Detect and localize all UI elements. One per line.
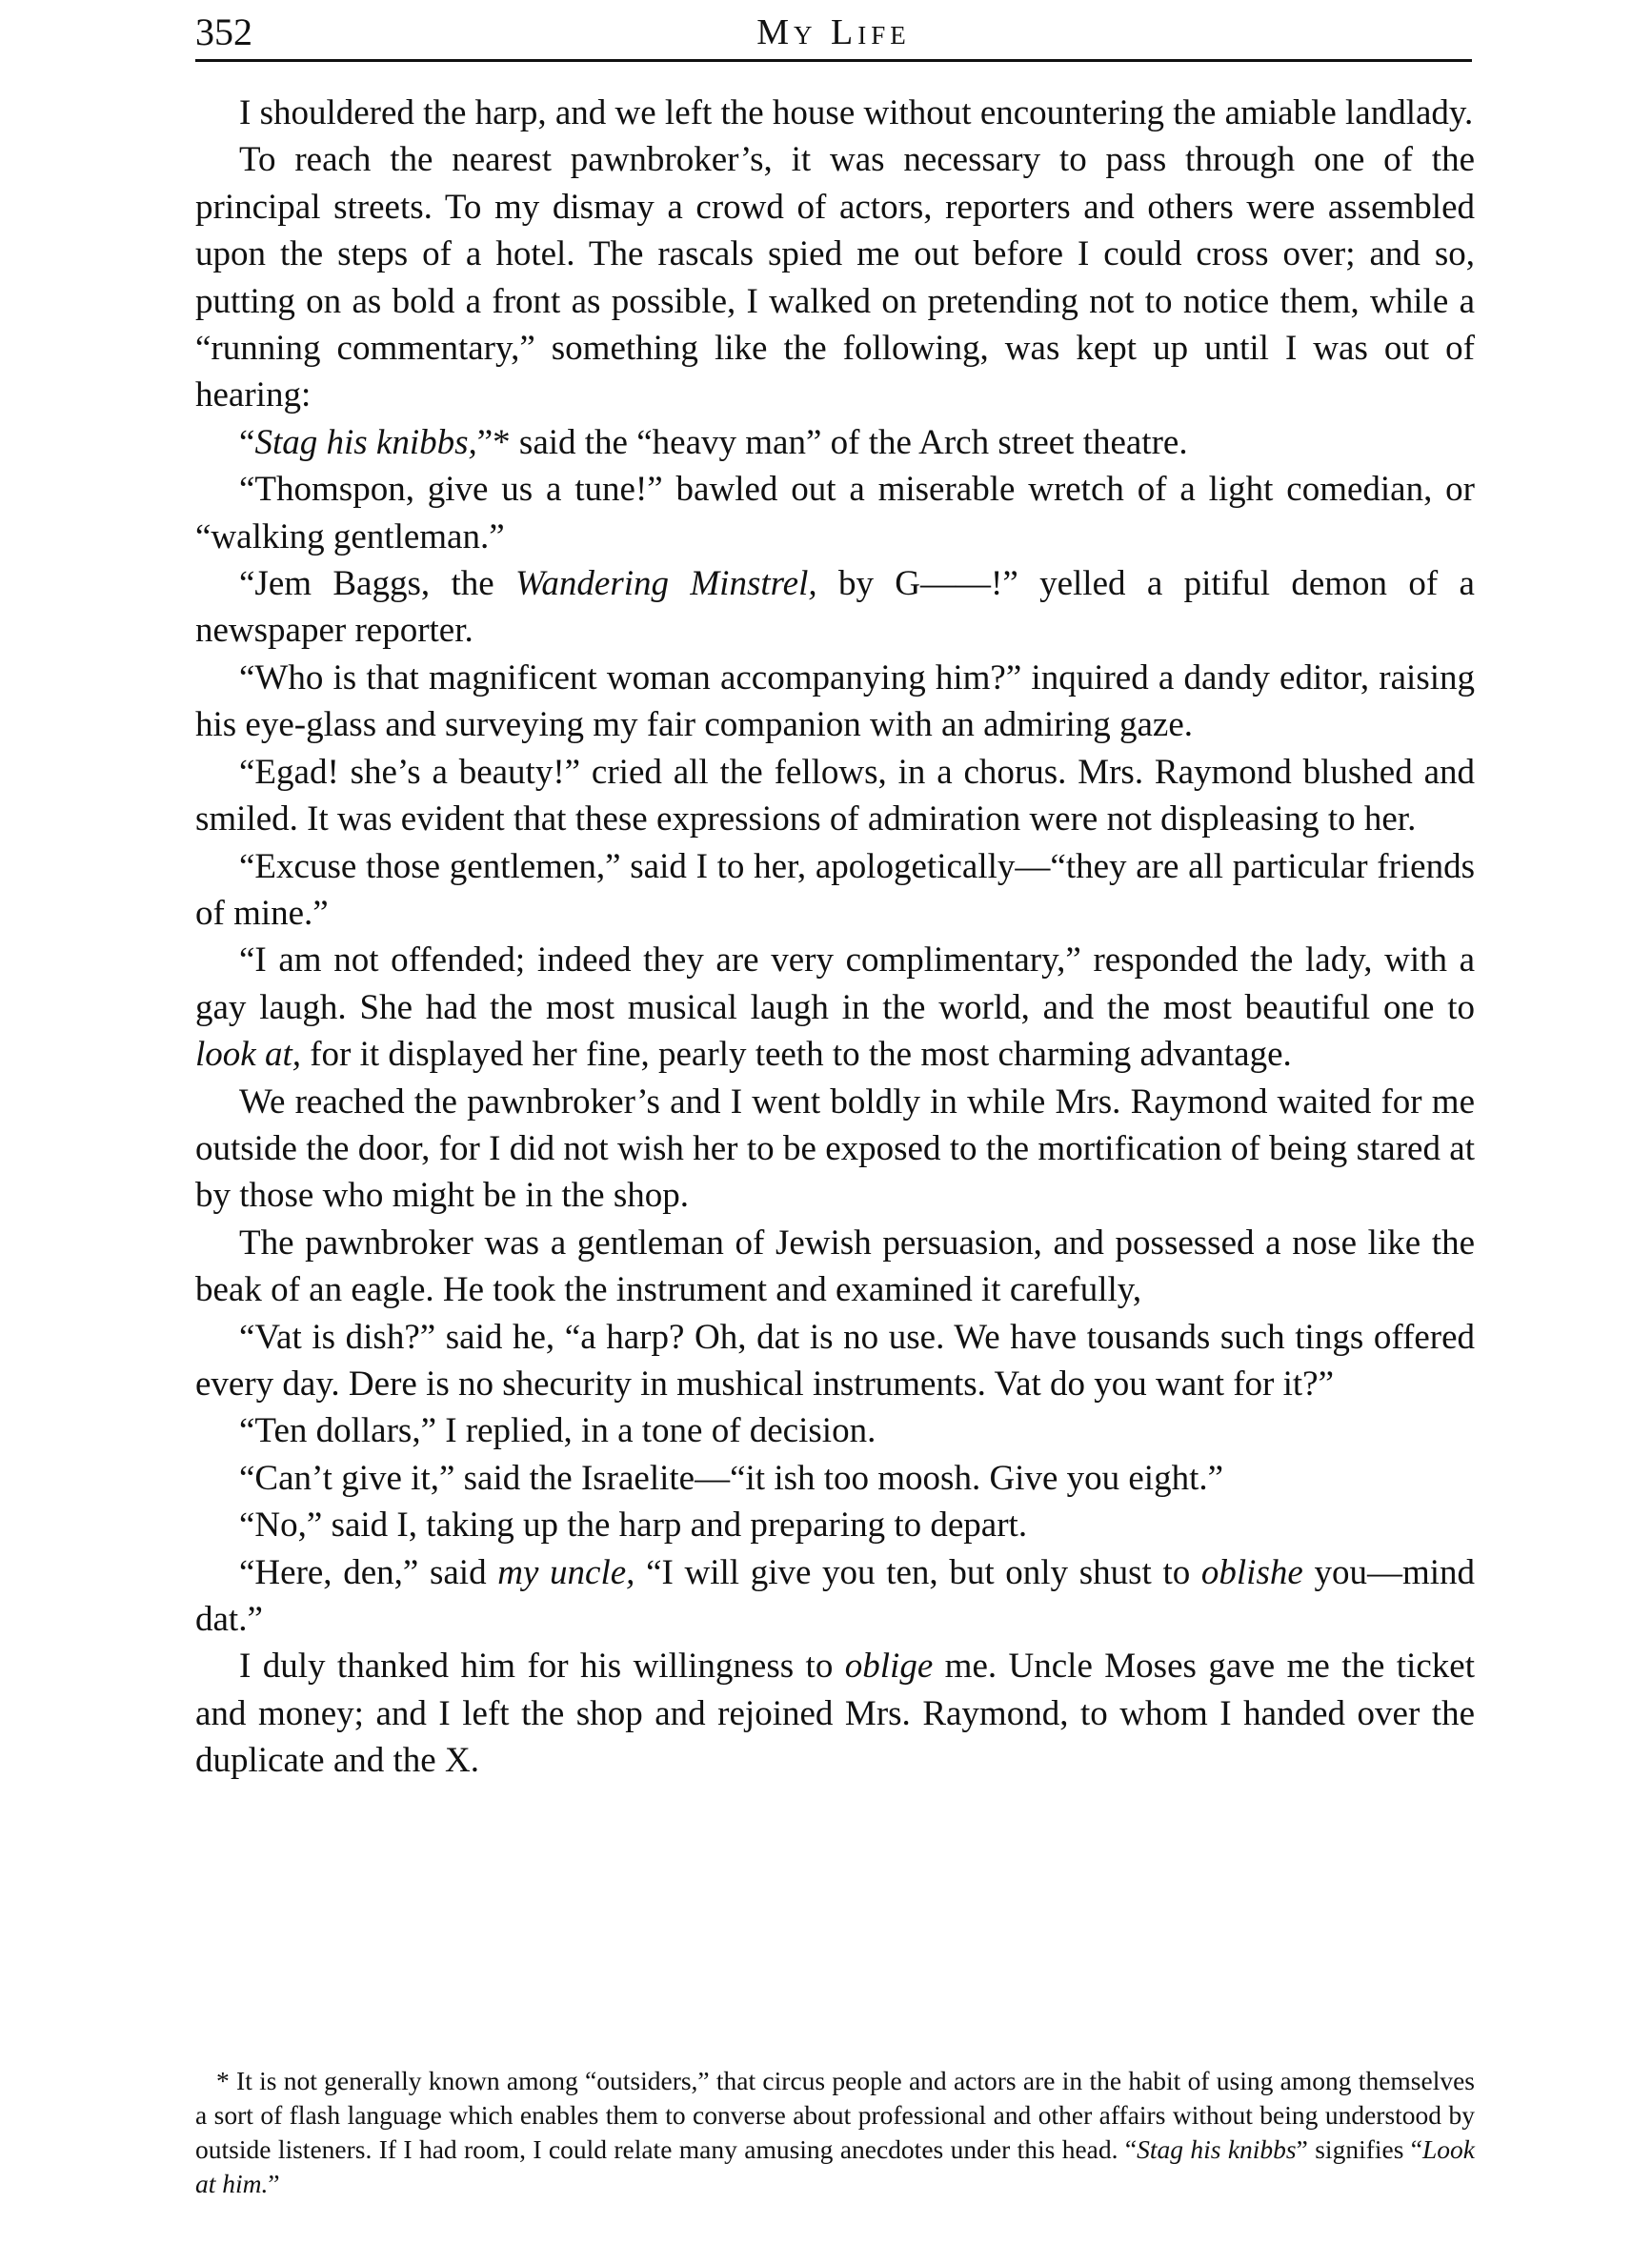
italic-text: my uncle, bbox=[497, 1552, 635, 1592]
page-header bbox=[195, 6, 1472, 62]
paragraph: “Here, den,” said my uncle, “I will give you ten, but only shust to oblishe you—mind dat.” bbox=[195, 1552, 1475, 1639]
paragraph: The pawnbroker was a gentleman of Jewish persuasion, and possessed a nose like the beak of an eagle. He took the instrument and examined it carefully, bbox=[195, 1223, 1475, 1310]
paragraph: “Stag his knibbs,”* said the “heavy man” of the Arch street theatre. bbox=[239, 422, 1188, 462]
paragraph: “Ten dollars,” I replied, in a tone of decision. bbox=[239, 1411, 876, 1451]
paragraph: We reached the pawnbroker’s and I went boldly in while Mrs. Raymond waited for me outside the door, for I did not wish her to be exposed to the mortification of being stared at by those who might be in the shop. bbox=[195, 1082, 1475, 1216]
footnote bbox=[195, 2064, 1475, 2201]
paragraph: “Who is that magnificent woman accompanying him?” inquired a dandy editor, raising his eye-glass and surveying my fair companion with an admiring gaze. bbox=[195, 657, 1475, 745]
paragraph: “I am not offended; indeed they are very complimentary,” responded the lady, with a gay laugh. She had the most musical laugh in the world, and the most beautiful one to look at, for it displayed her fine, pearly teeth to the most charming advantage. bbox=[195, 940, 1475, 1075]
paragraph: “Thomspon, give us a tune!” bawled out a miserable wretch of a light comedian, or “walking gentleman.” bbox=[195, 470, 1475, 556]
body-text bbox=[195, 90, 1475, 1785]
paragraph: “No,” said I, taking up the harp and preparing to depart. bbox=[239, 1506, 1028, 1546]
paragraph: “Can’t give it,” said the Israelite—“it ish too moosh. Give you eight.” bbox=[239, 1458, 1224, 1498]
running-head: My Life bbox=[756, 12, 911, 52]
italic-text: Wandering Minstrel, bbox=[514, 564, 817, 604]
paragraph: “Vat is dish?” said he, “a harp? Oh, dat is no use. We have tousands such tings offered every day. Dere is no shecurity in mushical instruments. Vat do you want for it?” bbox=[195, 1317, 1475, 1404]
italic-text: look at, bbox=[195, 1035, 301, 1075]
paragraph: “Jem Baggs, the Wandering Minstrel, by G——!” yelled a pitiful demon of a newspaper reporter. bbox=[195, 564, 1475, 651]
italic-text: oblishe bbox=[1200, 1552, 1303, 1592]
paragraph: “Egad! she’s a beauty!” cried all the fellows, in a chorus. Mrs. Raymond blushed and smiled. It was evident that these expressions of admiration were not displeasing to her. bbox=[195, 752, 1475, 839]
italic-text: oblige bbox=[844, 1647, 934, 1687]
paragraph: I shouldered the harp, and we left the house without encountering the amiable landlady. bbox=[239, 93, 1474, 132]
italic-text: Stag his knibbs, bbox=[254, 422, 477, 462]
paragraph: I duly thanked him for his willingness to oblige me. Uncle Moses gave me the ticket and money; and I left the shop and rejoined Mrs. Raymond, to whom I handed over the duplicate and the X. bbox=[195, 1647, 1475, 1781]
paragraph: To reach the nearest pawnbroker’s, it was necessary to pass through one of the principal streets. To my dismay a crowd of actors, reporters and others were assembled upon the steps of a hotel. The rascals spied me out before I could cross over; and so, putting on as bold a front as possible, I walked on pretending not to notice them, while a “running commentary,” something like the following, was kept up until I was out of hearing: bbox=[195, 140, 1475, 415]
paragraph: “Excuse those gentlemen,” said I to her, apologetically—“they are all particular friends of mine.” bbox=[195, 846, 1475, 933]
footnote-text: * It is not generally known among “outsiders,” that circus people and actors are in the habit of using among themselves a sort of flash language which enables them to converse about professional and other affairs without being understood by outside listeners. If I had room, I could relate many amusing anecdotes under this head. “Stag his knibbs” signifies “Look at him.” bbox=[195, 2066, 1475, 2198]
page-number: 352 bbox=[195, 10, 252, 53]
italic-text: Look at him. bbox=[195, 2134, 1475, 2198]
italic-text: Stag his knibbs bbox=[1137, 2134, 1297, 2164]
